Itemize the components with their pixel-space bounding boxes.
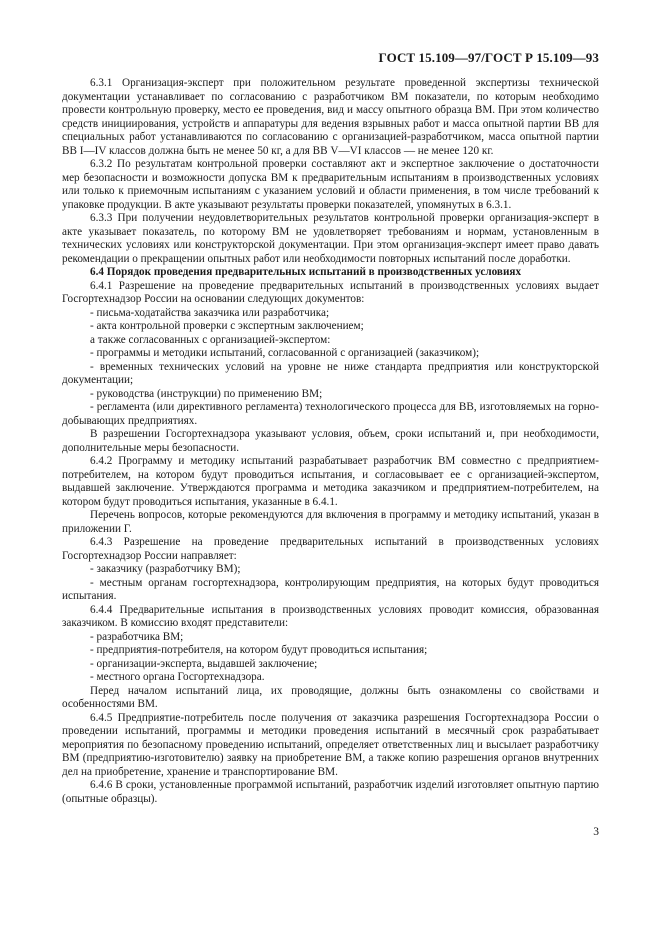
list-item: - организации-эксперта, выдавшей заключение; [90,657,318,670]
paragraph-6-4-4: 6.4.4 Предварительные испытания в производственных условиях проводит комиссия, образованная заказчиком. В комиссию входят представители: [62,603,599,629]
paragraph-6-3-3: 6.3.3 При получении неудовлетворительных результатов контрольной проверки организация-эксперт в акте указывает показатель, по которому ВМ не удовлетворяет требованиям и нормам, установленным в технических условиях или конструкторской документации. При этом организация-эксперт имеет право давать рекомендации о прекращении опытных работ или необходимости повторных испытаний после доработки. [62,212,599,265]
section-heading-6-4: 6.4 Порядок проведения предварительных испытаний в производственных условиях [90,266,522,278]
paragraph-6-4-1: 6.4.1 Разрешение на проведение предварительных испытаний в производственных условиях выдает Госгортехнадзор России на основании следующих документов: [62,279,599,305]
list-item: - регламента (или директивного регламента) технологического процесса для ВВ, изготовляемых на горно-добывающих предприятиях. [62,401,599,427]
paragraph: В разрешении Госгортехнадзора указывают условия, объем, сроки испытаний и, при необходимости, дополнительные меры безопасности. [62,428,599,454]
paragraph-6-3-1: 6.3.1 Организация-эксперт при положительном результате проведенной экспертизы технической документации устанавливает по согласованию с разработчиком ВМ показатели, по которым необходимо провести контрольную проверку, место ее проведения, вид и массу опытного образца ВМ. При этом количество средств инициирования, устройств и аппаратуры для ведения взрывных работ и масса опытной партии ВВ для специальных работ устанавливаются по согласованию с организацией-разработчиком, масса опытной партии ВВ I—IV классов должна быть не менее 50 кг, а для ВВ V—VI классов — не менее 120 кг. [62,77,599,157]
list-item: - предприятия-потребителя, на котором будут проводиться испытания; [90,644,428,656]
document-header: ГОСТ 15.109—97/ГОСТ Р 15.109—93 [378,50,599,65]
page-number: 3 [593,826,599,838]
paragraph-6-4-5: 6.4.5 Предприятие-потребитель после получения от заказчика разрешения Госгортехнадзора России о проведении испытаний, программы и методики проведения испытаний в месячный срок разрабатывает мероприятия по безопасному проведению испытаний, определяет ответственных лиц и высылает разработчику ВМ (предприятию-изготовителю) заявку на приобретение ВМ, а также копию разрешения органов внутренних дел на приобретение, хранение и транспортирование ВМ. [62,711,599,778]
list-item: - письма-ходатайства заказчика или разработчика; [90,306,330,319]
list-item: - местным органам госгортехнадзора, контролирующим предприятия, на которых будут проводиться испытания. [62,576,599,602]
list-item: - временных технических условий на уровне не ниже стандарта предприятия или конструкторской документации; [62,360,599,386]
list-item: - руководства (инструкции) по применению ВМ; [90,387,323,400]
list-item: - программы и методики испытаний, согласованной с организацией (заказчиком); [90,347,480,359]
paragraph-6-4-3: 6.4.3 Разрешение на проведение предварительных испытаний в производственных условиях Госгортехнадзор России направляет: [62,536,599,562]
paragraph: Перед началом испытаний лица, их проводящие, должны быть ознакомлены со свойствами и особенностями ВМ. [62,684,599,710]
paragraph-6-4-6: 6.4.6 В сроки, установленные программой испытаний, разработчик изделий изготовляет опытную партию (опытные образцы). [62,779,599,805]
list-item: - разработчика ВМ; [90,630,184,643]
list-item: - акта контрольной проверки с экспертным заключением; [90,320,364,332]
paragraph: а также согласованных с организацией-экспертом: [90,333,331,346]
list-item: - заказчику (разработчику ВМ); [90,563,241,575]
document-body [62,77,599,806]
paragraph-6-3-2: 6.3.2 По результатам контрольной проверки составляют акт и экспертное заключение о достаточности мер безопасности и возможности допуска ВМ к предварительным испытаниям в производственных условиях или только к приемочным испытаниям с указанием условий и области применения, в том числе требований к упаковке продукции. В акте указывают результаты проверки показателей, упомянутых в 6.3.1. [62,158,599,211]
list-item: - местного органа Госгортехнадзора. [90,671,265,683]
paragraph-6-4-2: 6.4.2 Программу и методику испытаний разрабатывает разработчик ВМ совместно с предприятием-потребителем, на котором будут проводиться испытания, и согласовывает ее с организацией-экспертом, выдавшей заключение. Утверждаются программа и методика заказчиком и предприятием-потребителем, на котором будут проводиться испытания, указанные в 6.4.1. [62,455,599,508]
paragraph: Перечень вопросов, которые рекомендуются для включения в программу и методику испытаний, указан в приложении Г. [62,509,599,535]
